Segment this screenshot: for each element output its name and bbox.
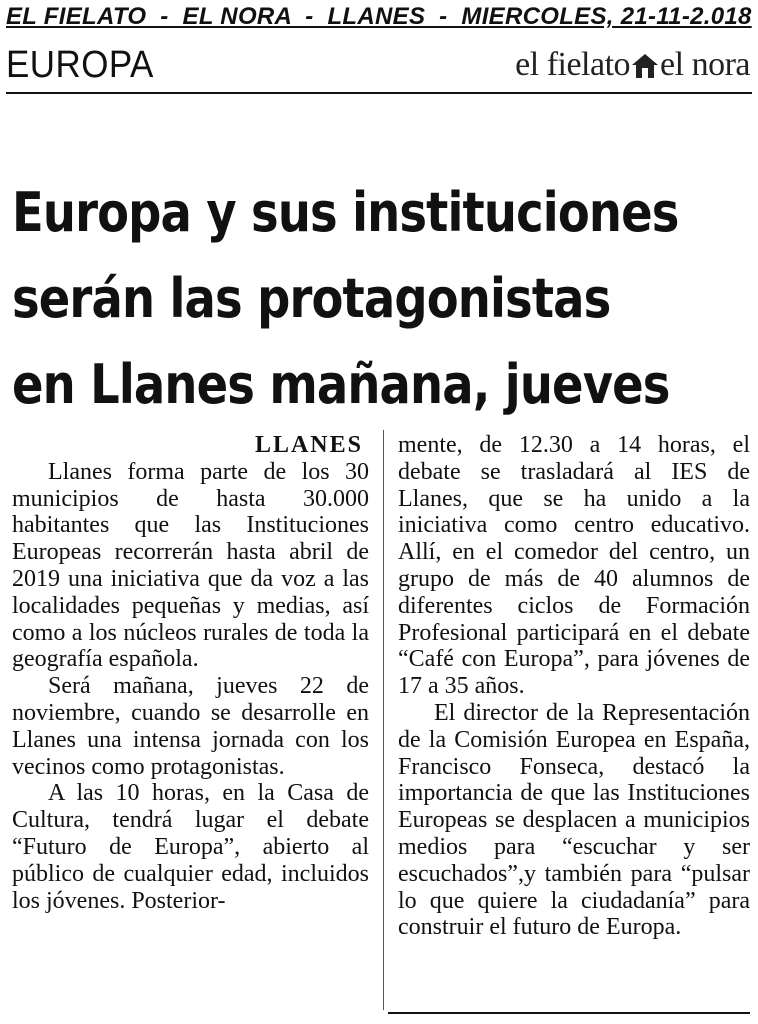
article-paragraph: A las 10 horas, en la Casa de Cultura, tendrá lugar el debate “Futuro de Europa”, abierto al público de cualquier edad, incluidos los jóvenes. Posterior- <box>12 780 369 914</box>
dateline: LLANES <box>254 432 363 458</box>
masthead-line: EL FIELATO - EL NORA - LLANES - MIERCOLES, 21-11-2.018 <box>6 3 752 30</box>
column-divider <box>383 430 384 1010</box>
section-label: EUROPA <box>6 44 154 86</box>
headline-line: Europa y sus instituciones <box>12 181 679 244</box>
headline-line: serán las protagonistas <box>12 267 611 330</box>
headline-line: en Llanes mañana, jueves <box>12 353 670 416</box>
house-icon <box>631 51 659 79</box>
logo-text-left: el fielato <box>515 46 631 83</box>
article-paragraph: El director de la Representación de la Comisión Europea en España, Francisco Fonseca, destacó la importancia de que las Instituciones Europeas se desplacen a municipios medios para “escuchar y ser escuchados”,y también para “pulsar lo que quiere la ciudadanía” para construir el futuro de Europa. <box>398 699 750 941</box>
article-paragraph: mente, de 12.30 a 14 horas, el debate se trasladará al IES de Llanes, que se ha unido a la iniciativa como centro educativo. Allí, en el comedor del centro, un grupo de más de 40 alumnos de diferentes ciclos de Formación Profesional participará en el debate “Café con Europa”, para jóvenes de 17 a 35 años. <box>398 432 750 700</box>
article-paragraph: Llanes forma parte de los 30 municipios de hasta 30.000 habitantes que las Instituciones Europeas recorrerán hasta abril de 2019 una iniciativa que da voz a las localidades pequeñas y medias, así como a los núcleos rurales de toda la geografía española. <box>12 458 369 673</box>
article-end-rule <box>388 1012 750 1014</box>
article-headline <box>12 170 679 428</box>
newspaper-logo <box>515 46 750 84</box>
masthead-rule <box>6 92 752 94</box>
article-column-left <box>12 432 369 914</box>
logo-text-right: el nora <box>660 46 750 83</box>
article-paragraph: Será mañana, jueves 22 de noviembre, cuando se desarrolle en Llanes una intensa jornada con los vecinos como protagonistas. <box>12 673 369 780</box>
article-column-right <box>398 432 750 941</box>
